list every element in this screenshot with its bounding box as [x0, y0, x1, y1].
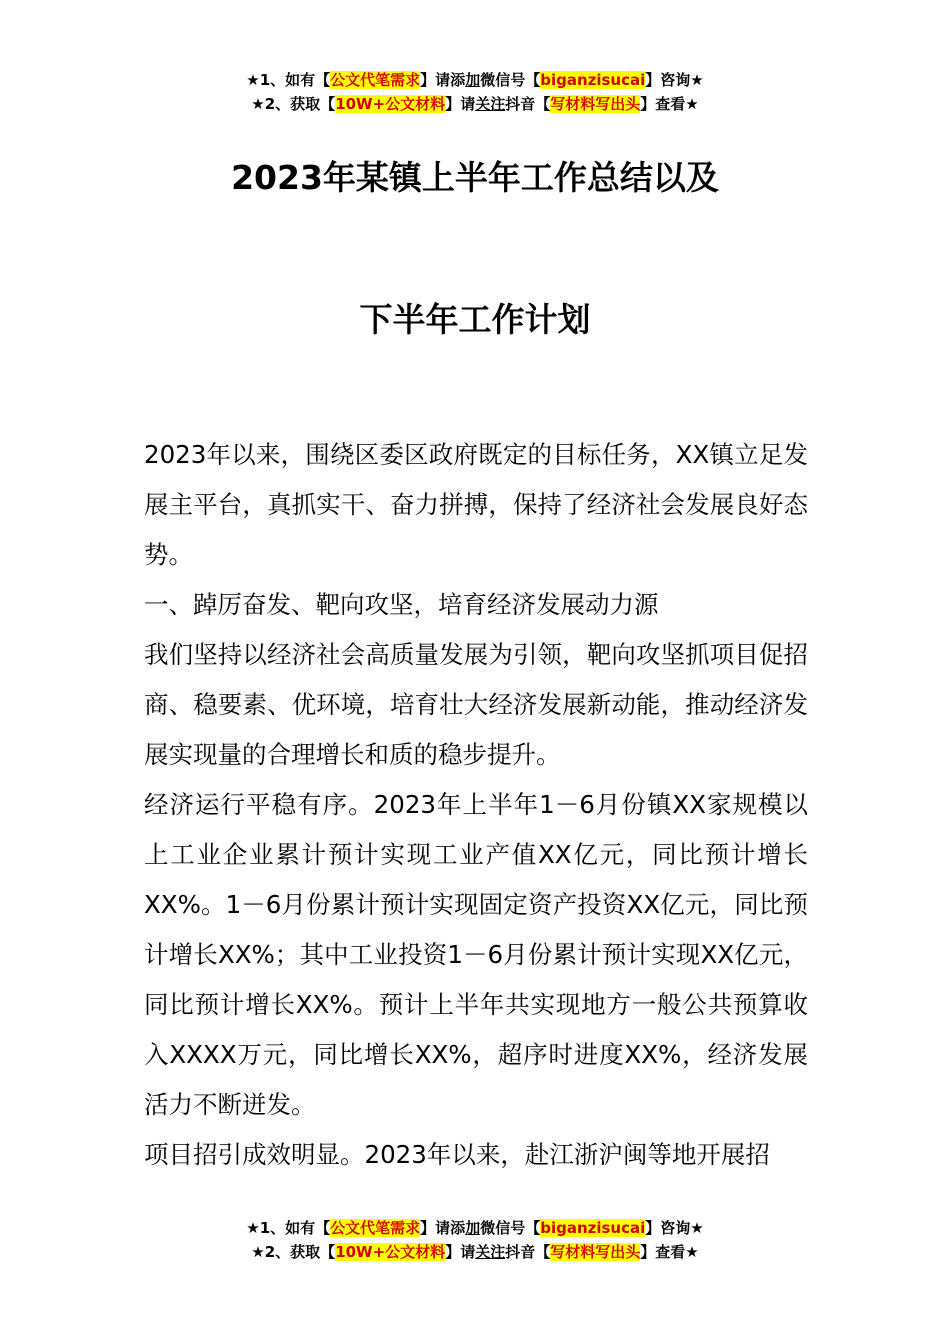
- banner-text: 】请: [445, 95, 476, 113]
- highlight-text: biganzisucai: [540, 1219, 646, 1237]
- highlight-text: 10W+公文材料: [335, 1243, 446, 1261]
- body-paragraph: 经济运行平稳有序。2023年上半年1－6月份镇XX家规模以上工业企业累计预计实现工业产值XX亿元，同比预计增长XX%。1－6月份累计预计实现固定资产投资XX亿元，同比预计增长XX%；其中工业投资1－6月份累计预计实现XX亿元，同比预计增长XX%。预计上半年共实现地方一般公共预算收入XXXX万元，同比增长XX%，超序时进度XX%，经济发展活力不断迸发。: [144, 790, 808, 1119]
- body-paragraph: 我们坚持以经济社会高质量发展为引领，靶向攻坚抓项目促招商、稳要素、优环境，培育壮大经济发展新动能，推动经济发展实现量的合理增长和质的稳步提升。: [144, 640, 808, 769]
- underlined-text: 关注: [475, 95, 506, 113]
- underlined-text: 加: [465, 1219, 481, 1237]
- banner-text: 微信号【: [480, 1219, 541, 1237]
- banner-text: 】查看★: [640, 1243, 699, 1261]
- banner-text: 】查看★: [640, 95, 699, 113]
- banner-line-2: [0, 1240, 950, 1264]
- banner-text: 】请添: [420, 1219, 466, 1237]
- underlined-text: 加: [465, 71, 481, 89]
- banner-line-1: [0, 1216, 950, 1240]
- banner-text: 抖音【: [505, 1243, 551, 1261]
- banner-text: 】请: [445, 1243, 476, 1261]
- document-title-line-1: 2023年某镇上半年工作总结以及: [231, 158, 719, 197]
- header-banner: [0, 68, 950, 116]
- banner-line-1: [0, 68, 950, 92]
- footer-banner: [0, 1216, 950, 1264]
- banner-text: 】咨询★: [645, 71, 704, 89]
- body-paragraph: 项目招引成效明显。2023年以来，赴江浙沪闽等地开展招: [144, 1140, 770, 1169]
- banner-text: 微信号【: [480, 71, 541, 89]
- highlight-text: 写材料写出头: [550, 1243, 641, 1261]
- banner-text: 】咨询★: [645, 1219, 704, 1237]
- banner-text: ★2、获取【: [251, 1243, 336, 1261]
- highlight-text: 10W+公文材料: [335, 95, 446, 113]
- banner-text: ★2、获取【: [251, 95, 336, 113]
- banner-text: ★1、如有【: [246, 1219, 331, 1237]
- banner-text: 抖音【: [505, 95, 551, 113]
- banner-text: 】请添: [420, 71, 466, 89]
- banner-line-2: [0, 92, 950, 116]
- intro-paragraph: 2023年以来，围绕区委区政府既定的目标任务，XX镇立足发展主平台，真抓实干、奋力拼搏，保持了经济社会发展良好态势。: [144, 440, 808, 569]
- underlined-text: 关注: [475, 1243, 506, 1261]
- highlight-text: 写材料写出头: [550, 95, 641, 113]
- banner-text: ★1、如有【: [246, 71, 331, 89]
- highlight-text: biganzisucai: [540, 71, 646, 89]
- highlight-text: 公文代笔需求: [330, 71, 421, 89]
- document-body: [144, 430, 808, 1180]
- section-heading-1: 一、踔厉奋发、靶向攻坚，培育经济发展动力源: [144, 590, 659, 619]
- document-title-line-2: 下半年工作计划: [359, 300, 591, 339]
- highlight-text: 公文代笔需求: [330, 1219, 421, 1237]
